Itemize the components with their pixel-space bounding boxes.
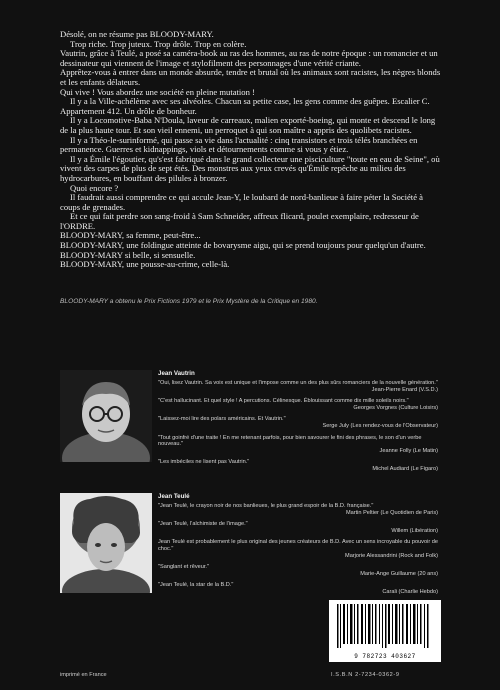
quotes-vautrin xyxy=(158,380,438,478)
blurb-line: Qui vive ! Vous abordez une société en pleine mutation ! xyxy=(60,86,255,97)
review-source: Marie-Ange Guillaume (20 ans) xyxy=(360,570,438,577)
review-quote: "Laissez-moi lire des polars américains. Et Vautrin." xyxy=(158,416,286,423)
barcode-number: 9 782723 403627 xyxy=(354,653,416,660)
barcode xyxy=(329,600,441,662)
author-photo-vautrin xyxy=(60,370,152,462)
prize-note: BLOODY-MARY a obtenu le Prix Fictions 1979 et le Prix Mystère de la Critique en 1980. xyxy=(60,298,318,305)
review-source: Martin Peltier (Le Quotidien de Paris) xyxy=(345,509,438,516)
blurb-line: Il y a la Ville-achélème avec ses alvéoles. Chacun sa petite case, les gens comme des guêpes. Escalier C. Appartement 412. Un drôle de bonheur. xyxy=(60,96,430,116)
author-photo-teule xyxy=(60,493,152,593)
printed-in: imprimé en France xyxy=(60,672,107,678)
blurb-line: Désolé, on ne résume pas BLOODY-MARY. xyxy=(60,29,214,39)
review-source: Marjorie Alessandrini (Rock and Folk) xyxy=(345,552,438,559)
blurb-line: Vautrin, grâce à Teulé, a posé sa caméra-book au ras des hommes, au ras de notre époque : un romancier et un dessinateur qui viennent de l'image et stylofilment des personnages d'une vérité criante. xyxy=(60,48,438,68)
review-quote: "Tout goinfré d'une traite ! En me retenant parfois, pour bien savourer le fini des phrases, le son d'un verbe nouveau." xyxy=(158,434,422,448)
review-source: Serge July (Les rendez-vous de l'Observateur) xyxy=(322,422,438,429)
author-name-vautrin: Jean Vautrin xyxy=(158,370,195,377)
review-quote: "Les imbéciles ne lisent pas Vautrin." xyxy=(158,459,250,466)
review-quote: "Jean Teulé, le crayon noir de nos banlieues, le plus grand espoir de la B.D. française." xyxy=(158,503,374,509)
blurb-line: BLOODY-MARY, sa femme, peut-être... xyxy=(60,230,201,241)
review-quote: "Oui, lisez Vautrin. Sa voix est unique et l'impose comme un des plus sûrs romanciers de la nouvelle génération." xyxy=(158,380,438,386)
blurb-line: Il y a Théo-le-surinformé, qui passe sa vie dans l'actualité : cinq transistors et trois télés branchées en permanence. Guerres et kidnappings, viols et détournements comme si vous y étiez. xyxy=(60,134,418,155)
isbn: I.S.B.N 2-7234-0362-9 xyxy=(331,672,400,678)
review-source: Michel Audiard (Le Figaro) xyxy=(372,465,438,472)
review-quote: "C'est hallucinant. Et quel style ! A percutions. Célinesque. Éblouissant comme dix mille soleils noirs." xyxy=(158,398,409,405)
review-source: Carali (Charlie Hebdo) xyxy=(382,588,438,595)
review-source: Jeanne Folly (Le Matin) xyxy=(379,447,438,454)
blurb-line: Il y a Émile l'égoutier, qu's'est fabriqué dans le grand collecteur une pisciculture "toute en eau de Seine", où vivent des carpes de plus de sept étés. Des monstres aux yeux crevés qu'Émile repêche au milieu des hydrocarbures, en bouffant des pilules à bronzer. xyxy=(60,153,440,183)
blurb-line: Trop riche. Trop juteux. Trop drôle. Trop en colère. xyxy=(70,38,247,49)
review-source: Jean-Pierre Enard (V.S.D.) xyxy=(371,386,438,393)
quotes-teule xyxy=(158,503,438,601)
blurb-line: BLOODY-MARY si belle, si sensuelle. xyxy=(60,249,196,260)
review-quote: "Sanglant et rêveur." xyxy=(158,564,209,571)
blurb-line: BLOODY-MARY, une pousse-au-crime, celle-là. xyxy=(60,259,230,270)
barcode-icon xyxy=(329,600,441,650)
blurb-line: BLOODY-MARY, une foldingue atteinte de bovarysme aigu, qui se prend toujours pour quelqu'un d'autre. xyxy=(60,240,426,251)
blurb-line: Apprêtez-vous à entrer dans un monde absurde, tendre et brutal où les animaux sont racistes, les nègres blonds et les enfants délateurs. xyxy=(60,67,441,87)
review-quote: "Jean Teulé, la star de la B.D." xyxy=(158,582,234,589)
review-quote: "Jean Teulé, l'alchimiste de l'image." xyxy=(158,521,248,528)
author-block-teule xyxy=(60,493,440,598)
review-quote: Jean Teulé est probablement le plus original des jeunes créateurs de B.D. Avec un sens incroyable du pouvoir de choc." xyxy=(158,539,438,552)
blurb-line: Il faudrait aussi comprendre ce qui accule Jean-Y, le loubard de nord-banlieue à faire péter la Société à coups de grenades. xyxy=(60,192,423,212)
blurb-line: Il y a Locomotive-Baba N'Doula, laveur de carreaux, malien exporté-boeing, qui monte et descend le long de la plus haute tour. Et son vieil ennemi, un perroquet à qui son maître a appris des quolibets racistes. xyxy=(60,115,436,135)
author-name-teule: Jean Teulé xyxy=(158,493,190,500)
blurb-line: Et ce qui fait perdre son sang-froid à Sam Schneider, affreux flicard, poulet exemplaire, redresseur de l'ORDRE. xyxy=(60,211,419,231)
back-cover-blurb xyxy=(60,30,445,270)
review-source: Willem (Libération) xyxy=(391,527,438,534)
author-block-vautrin xyxy=(60,370,440,485)
review-source: Georges Vorgnes (Culture Loisirs) xyxy=(353,404,438,411)
blurb-line: Quoi encore ? xyxy=(70,182,119,193)
